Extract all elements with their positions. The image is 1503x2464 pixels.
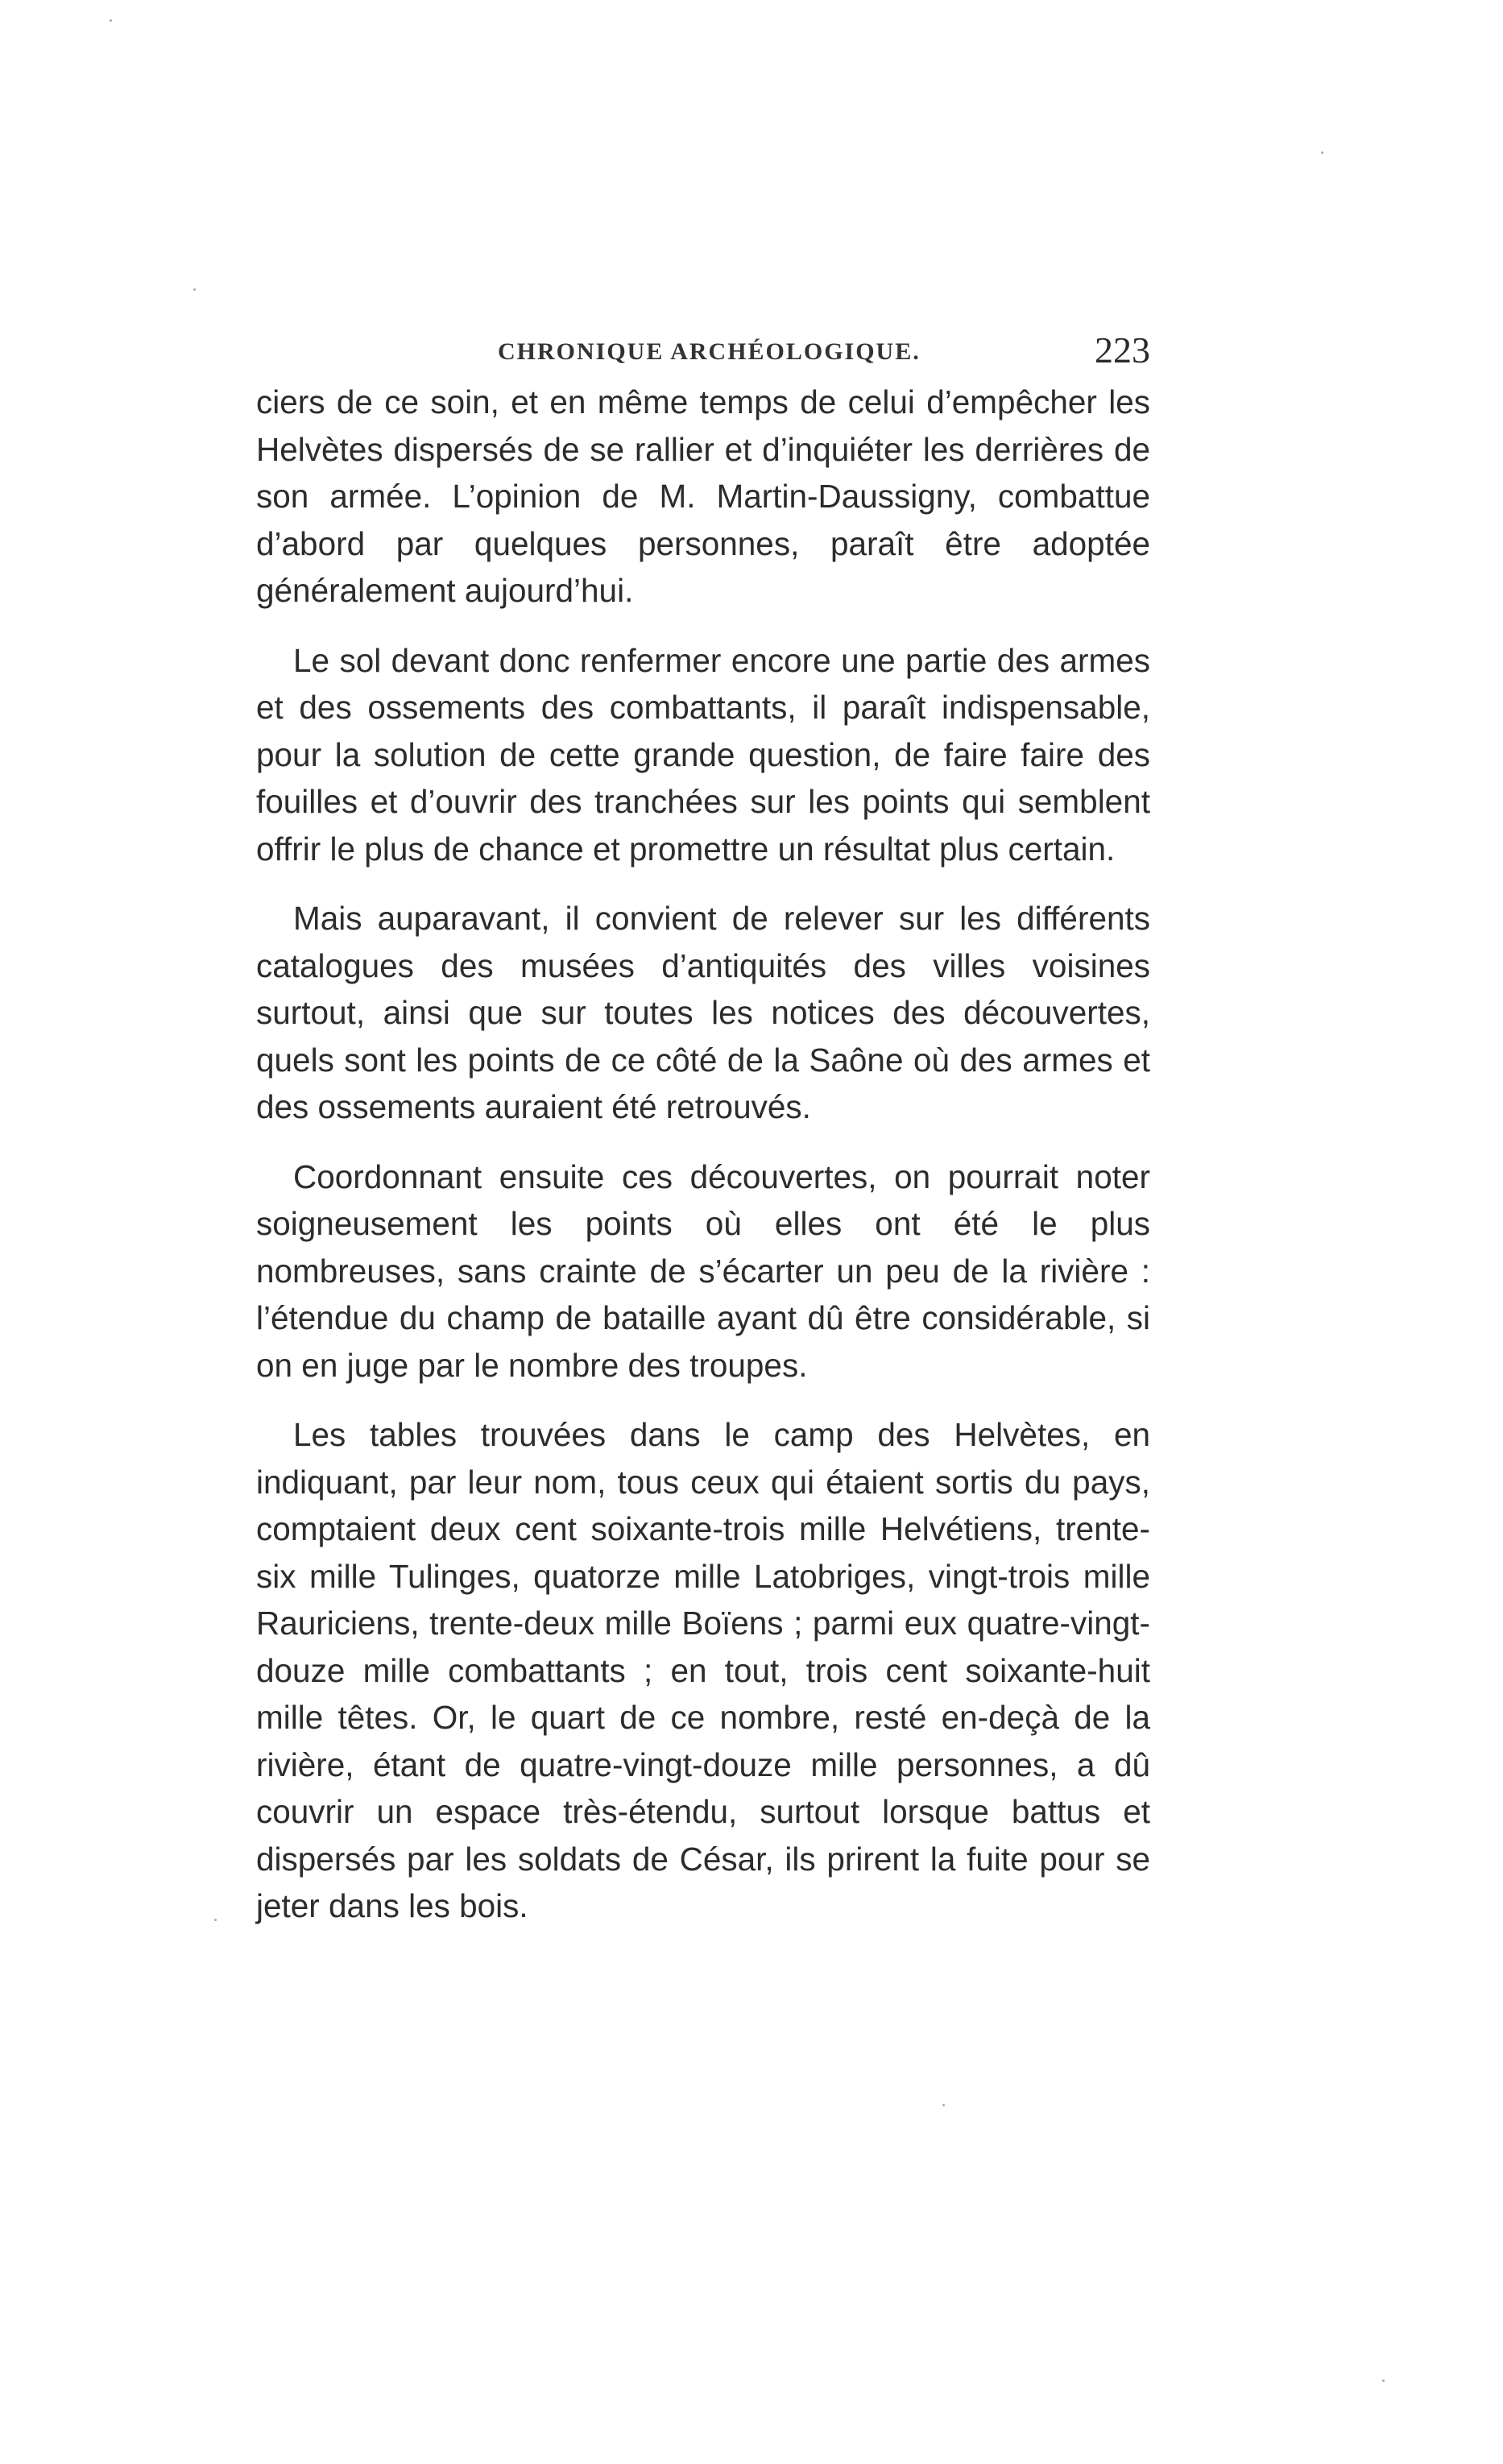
paper-speck [110,19,112,22]
paper-speck [193,288,196,291]
running-head [256,329,1150,377]
running-title: CHRONIQUE ARCHÉOLOGIQUE. [498,338,921,365]
paragraph: Le sol devant donc renfermer encore une partie des armes et des ossements des combattants, il paraît indispensable, pour la solution de cette grande question, de faire faire des fouilles et d’ouvrir des tranchées sur les points qui semblent offrir le plus de chance et promettre un résultat plus certain. [256,641,1150,868]
paragraph: Coordonnant ensuite ces découvertes, on pourrait noter soigneusement les points où elles ont été le plus nombreuses, sans crainte de s’écarter un peu de la rivière : l’étendue du champ de bataille ayant dû être considérable, si on en juge par le nombre des troupes. [256,1157,1150,1384]
paragraph: ciers de ce soin, et en même temps de celui d’empêcher les Helvètes dispersés de se rallier et d’inquiéter les derrières de son armée. L’opinion de M. Martin-Daussigny, combattue d’abord par quelques personnes, paraît être adoptée généralement aujourd’hui. [256,383,1150,609]
paper-speck [1321,151,1323,154]
body-text [256,379,1150,1930]
paragraph: Les tables trouvées dans le camp des Helvètes, en indiquant, par leur nom, tous ceux qui étaient sortis du pays, comptaient deux cent soixante-trois mille Helvétiens, trente-six mille Tulinges, quatorze mille Latobriges, vingt-trois mille Rauriciens, trente-deux mille Boïens ; parmi eux quatre-vingt-douze mille combattants ; en tout, trois cent soixante-huit mille têtes. Or, le quart de ce nombre, resté en-deçà de la rivière, étant de quatre-vingt-douze mille personnes, a dû couvrir un espace très-étendu, surtout lorsque battus et dispersés par les soldats de César, ils prirent la fuite pour se jeter dans les bois. [256,1416,1150,1924]
paper-speck [1382,2379,1385,2382]
paper-speck [214,1919,217,1921]
page-number: 223 [1095,329,1150,371]
paper-speck [942,2104,945,2106]
paragraph: Mais auparavant, il convient de relever sur les différents catalogues des musées d’antiquités des villes voisines surtout, ainsi que sur toutes les notices des découvertes, quels sont les points de ce côté de la Saône où des armes et des ossements auraient été retrouvés. [256,900,1150,1125]
